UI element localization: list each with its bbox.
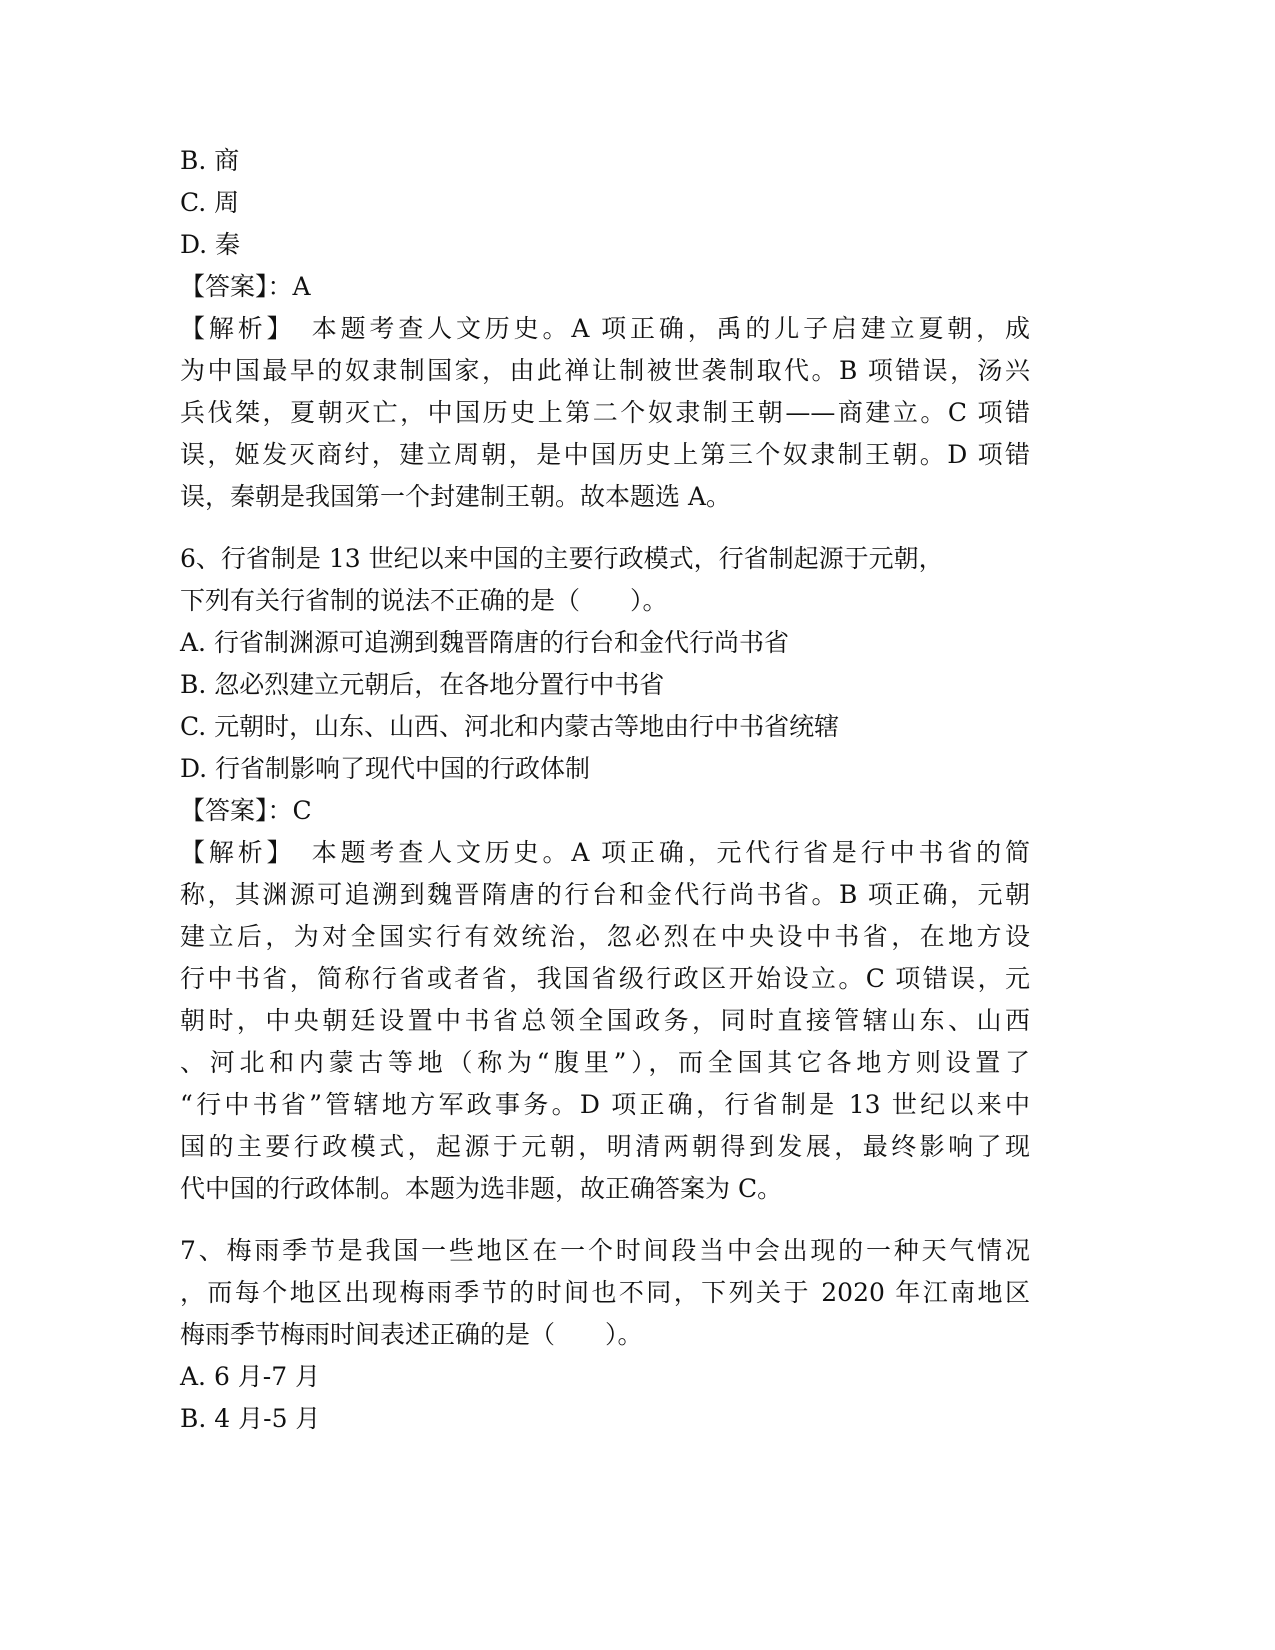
question-5-answer: 【答案】：A [180, 272, 311, 301]
option-d: D. 行省制影响了现代中国的行政体制 [180, 754, 591, 783]
analysis-line: 误，秦朝是我国第一个封建制王朝。故本题选 A。 [180, 482, 732, 511]
option-c: C. 周 [180, 188, 240, 217]
analysis-line: 【解析】 本题考查人文历史。A 项正确，元代行省是行中书省的简 [180, 838, 1030, 867]
question-7-stem [180, 1230, 1030, 1356]
analysis-line: 兵伐桀，夏朝灭亡，中国历史上第二个奴隶制王朝——商建立。C 项错 [180, 398, 1030, 427]
question-gap [180, 518, 1030, 538]
stem-line: 梅雨季节梅雨时间表述正确的是（ ）。 [180, 1320, 643, 1349]
analysis-line: 、河北和内蒙古等地（称为“腹里”），而全国其它各地方则设置了 [180, 1048, 1030, 1077]
question-gap [180, 1210, 1030, 1230]
question-7-options [180, 1356, 1030, 1440]
stem-line: 下列有关行省制的说法不正确的是（ ）。 [180, 586, 668, 615]
analysis-line: 行中书省，简称行省或者省，我国省级行政区开始设立。C 项错误，元 [180, 964, 1030, 993]
top-margin [180, 0, 1030, 140]
analysis-line: 国的主要行政模式，起源于元朝，明清两朝得到发展，最终影响了现 [180, 1132, 1030, 1161]
analysis-line: 【解析】 本题考查人文历史。A 项正确，禹的儿子启建立夏朝，成 [180, 314, 1030, 343]
option-b: B. 忽必烈建立元朝后，在各地分置行中书省 [180, 670, 665, 699]
option-d: D. 秦 [180, 230, 241, 259]
stem-line: 7、梅雨季节是我国一些地区在一个时间段当中会出现的一种天气情况 [180, 1236, 1030, 1265]
analysis-line: 建立后，为对全国实行有效统治，忽必烈在中央设中书省，在地方设 [180, 922, 1030, 951]
analysis-line: 为中国最早的奴隶制国家，由此禅让制被世袭制取代。B 项错误，汤兴 [180, 356, 1030, 385]
stem-line: 6、行省制是 13 世纪以来中国的主要行政模式，行省制起源于元朝， [180, 544, 944, 573]
analysis-line: 朝时，中央朝廷设置中书省总领全国政务，同时直接管辖山东、山西 [180, 1006, 1030, 1035]
question-6-options [180, 622, 1030, 790]
option-a: A. 行省制渊源可追溯到魏晋隋唐的行台和金代行尚书省 [180, 628, 789, 657]
stem-line: ，而每个地区出现梅雨季节的时间也不同，下列关于 2020 年江南地区 [180, 1278, 1030, 1307]
option-b: B. 商 [180, 146, 240, 175]
option-a: A. 6 月-7 月 [180, 1362, 321, 1391]
analysis-line: 代中国的行政体制。本题为选非题，故正确答案为 C。 [180, 1174, 783, 1203]
question-5-analysis [180, 308, 1030, 518]
analysis-line: 称，其渊源可追溯到魏晋隋唐的行台和金代行尚书省。B 项正确，元朝 [180, 880, 1030, 909]
analysis-line: “行中书省”管辖地方军政事务。D 项正确，行省制是 13 世纪以来中 [180, 1090, 1030, 1119]
question-6-answer: 【答案】：C [180, 796, 312, 825]
question-6-analysis [180, 832, 1030, 1210]
document-page [180, 0, 1030, 1440]
question-6-stem [180, 538, 1030, 622]
question-5-options [180, 140, 1030, 266]
option-b: B. 4 月-5 月 [180, 1404, 321, 1433]
option-c: C. 元朝时，山东、山西、河北和内蒙古等地由行中书省统辖 [180, 712, 840, 741]
analysis-line: 误，姬发灭商纣，建立周朝，是中国历史上第三个奴隶制王朝。D 项错 [180, 440, 1030, 469]
